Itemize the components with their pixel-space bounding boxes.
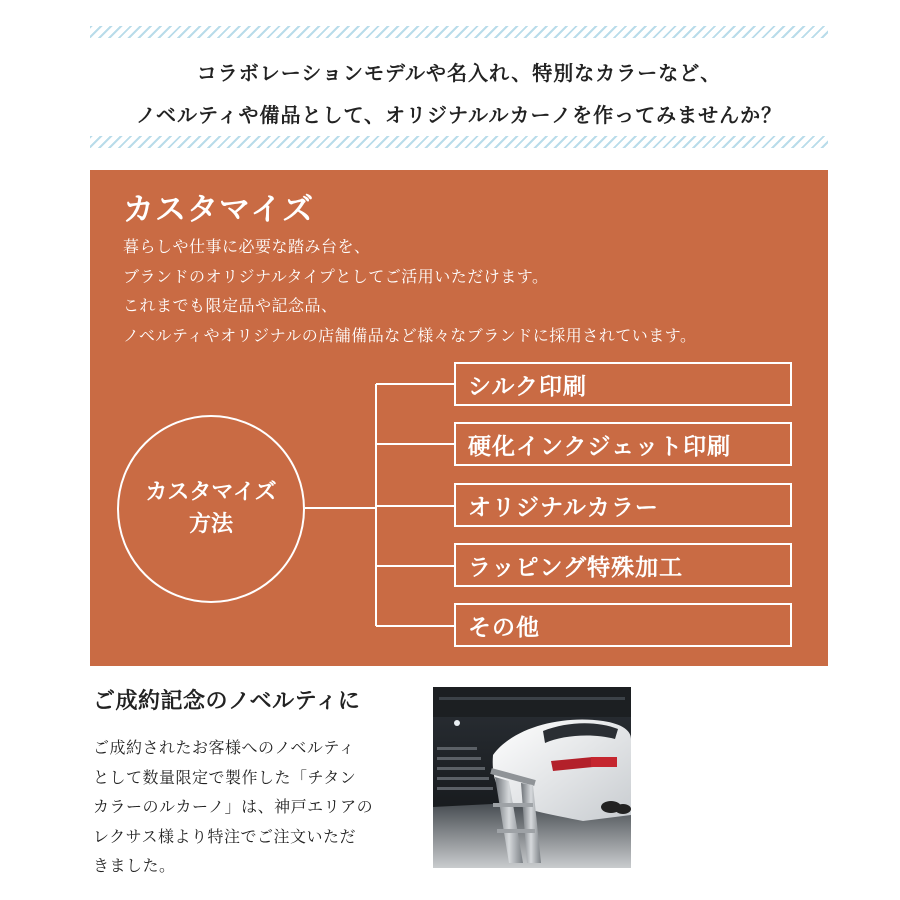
novelty-line-4: レクサス様より特注でご注文いただ (93, 826, 357, 846)
novelty-line-1: ご成約されたお客様へのノベルティ (93, 738, 356, 757)
method-original-color: オリジナルカラー (454, 483, 792, 527)
novelty-description (93, 733, 423, 881)
showroom-car-photo (433, 687, 631, 868)
customize-panel (90, 170, 828, 666)
customize-line-2: ブランドのオリジナルタイプとしてご活用いただけます。 (123, 266, 549, 286)
intro-line-1: コラボレーションモデルや名入れ、特別なカラーなど、 (196, 61, 722, 85)
customize-line-3: これまでも限定品や記念品、 (123, 296, 338, 315)
top-stripe-divider (90, 26, 828, 38)
novelty-line-3: カラーのルカーノ」は、神戸エリアの (93, 797, 374, 816)
method-other: その他 (454, 603, 792, 647)
customize-line-1: 暮らしや仕事に必要な踏み台を、 (123, 237, 371, 256)
customize-method-circle (117, 415, 305, 603)
intro-line-2: ノベルティや備品として、オリジナルルカーノを作ってみませんか？ (135, 103, 783, 127)
novelty-title: ご成約記念のノベルティに (93, 689, 361, 714)
novelty-line-5: きました。 (93, 856, 176, 875)
customize-title: カスタマイズ (123, 192, 315, 228)
method-uv-inkjet-print: 硬化インクジェット印刷 (454, 422, 792, 466)
customize-line-4: ノベルティやオリジナルの店舗備品など様々なブランドに採用されています。 (123, 325, 697, 345)
circle-label-line-1: カスタマイズ (145, 480, 277, 505)
intro-text (90, 52, 828, 136)
method-wrapping: ラッピング特殊加工 (454, 543, 792, 587)
novelty-line-2: として数量限定で製作した「チタン (93, 767, 357, 787)
bottom-stripe-divider (90, 136, 828, 148)
circle-label-line-2: 方法 (188, 512, 233, 537)
method-silk-print: シルク印刷 (454, 362, 792, 406)
